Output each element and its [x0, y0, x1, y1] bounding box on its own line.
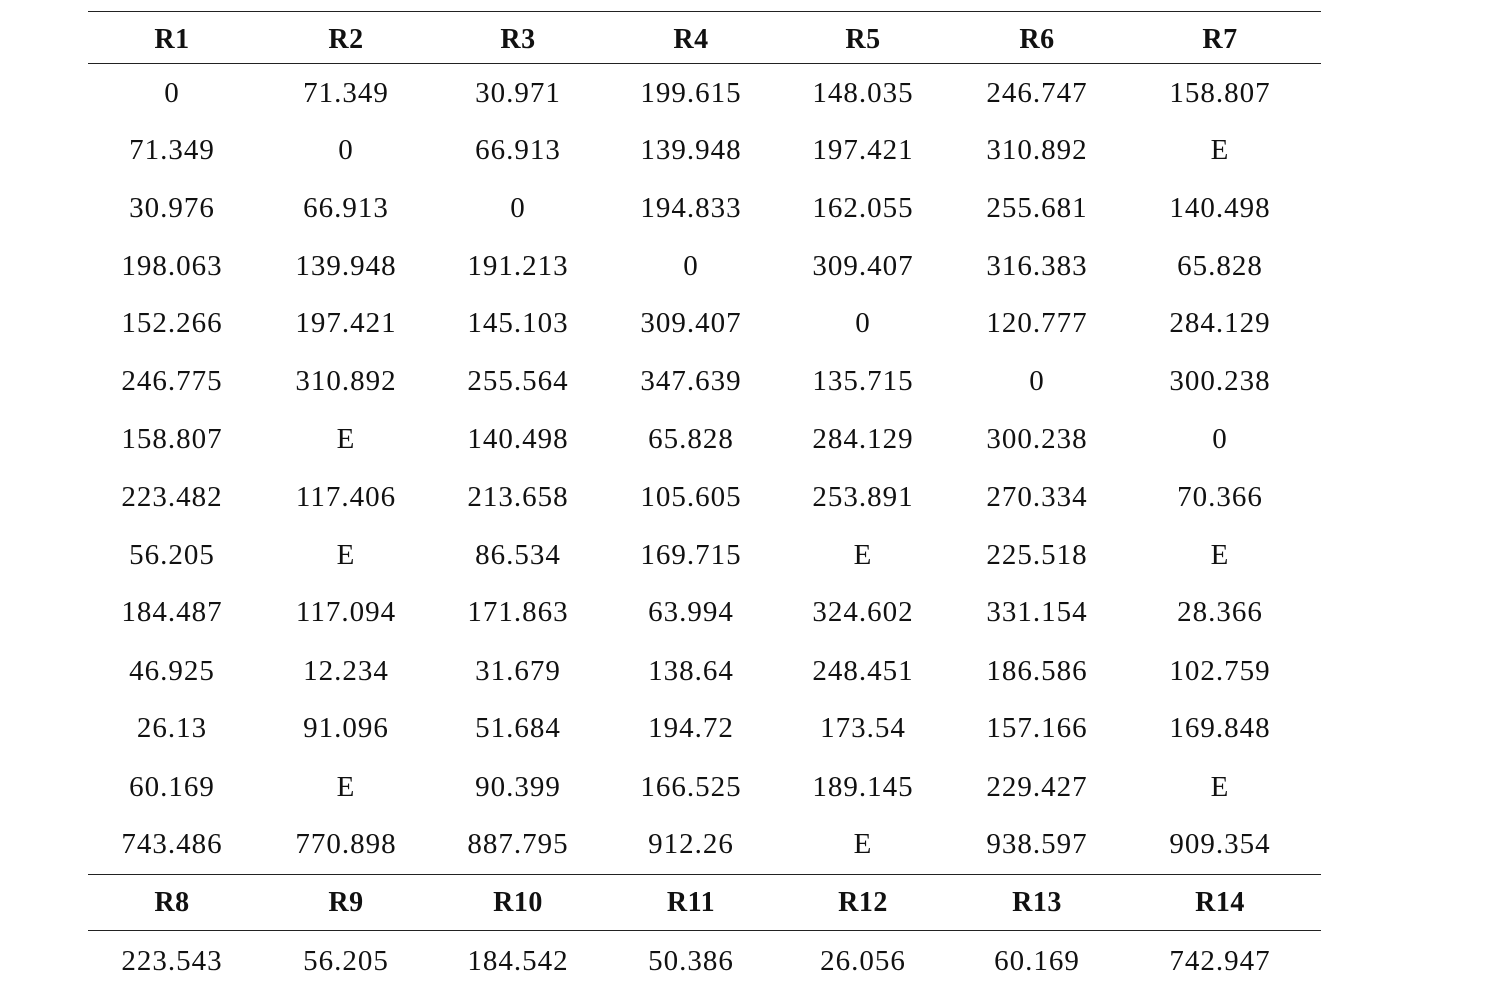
- column-header: R11: [666, 887, 716, 918]
- table-cell: 310.892: [986, 134, 1088, 166]
- table-cell: 199.615: [640, 77, 742, 109]
- table-cell: 26.056: [820, 945, 906, 977]
- table-cell: 71.349: [303, 77, 389, 109]
- table-cell: 194.833: [640, 192, 742, 224]
- table-cell: 229.427: [986, 771, 1088, 803]
- column-header: R3: [500, 24, 536, 55]
- column-header: R10: [493, 887, 543, 918]
- table-cell: 50.386: [648, 945, 734, 977]
- table-cell: 912.26: [648, 828, 734, 860]
- table-cell: 12.234: [303, 655, 389, 687]
- table-cell: 148.035: [812, 77, 914, 109]
- table-row: [88, 651, 1321, 691]
- table-row: [88, 767, 1321, 807]
- table-cell: 300.238: [986, 423, 1088, 455]
- table-cell: 152.266: [121, 307, 223, 339]
- table-cell: E: [853, 539, 873, 571]
- table-cell: 65.828: [648, 423, 734, 455]
- table-cell: 938.597: [986, 828, 1088, 860]
- table-cell: 120.777: [986, 307, 1088, 339]
- table-row: [88, 188, 1321, 228]
- table-row: [88, 303, 1321, 343]
- table-cell: 194.72: [648, 712, 734, 744]
- table-row: [88, 592, 1321, 632]
- column-header: R2: [328, 24, 364, 55]
- column-header: R9: [328, 887, 364, 918]
- table-cell: 909.354: [1169, 828, 1271, 860]
- table-cell: 0: [164, 77, 180, 109]
- table-cell: 117.094: [295, 596, 397, 628]
- table-cell: 140.498: [467, 423, 569, 455]
- table-cell: 169.715: [640, 539, 742, 571]
- table-cell: 117.406: [295, 481, 397, 513]
- table-row: [88, 246, 1321, 286]
- table-cell: 56.205: [129, 539, 215, 571]
- table-cell: 171.863: [467, 596, 569, 628]
- table-cell: 191.213: [467, 250, 569, 282]
- table-row: [88, 941, 1321, 981]
- table-cell: E: [336, 539, 356, 571]
- table-cell: 186.586: [986, 655, 1088, 687]
- column-header: R4: [673, 24, 709, 55]
- table-cell: 65.828: [1177, 250, 1263, 282]
- table-cell: 158.807: [1169, 77, 1271, 109]
- column-header: R1: [154, 24, 190, 55]
- table-header-row-1: [88, 20, 1321, 60]
- table-cell: 139.948: [640, 134, 742, 166]
- section-rule: [88, 874, 1321, 875]
- column-header: R13: [1012, 887, 1062, 918]
- table-cell: 197.421: [295, 307, 397, 339]
- table-cell: 0: [1212, 423, 1228, 455]
- table-cell: 742.947: [1169, 945, 1271, 977]
- table-cell: 158.807: [121, 423, 223, 455]
- table-cell: 173.54: [820, 712, 906, 744]
- table-cell: 309.407: [812, 250, 914, 282]
- table-row: [88, 535, 1321, 575]
- table-cell: 56.205: [303, 945, 389, 977]
- table-cell: 140.498: [1169, 192, 1271, 224]
- column-header: R12: [838, 887, 888, 918]
- table-cell: 255.681: [986, 192, 1088, 224]
- table-cell: 66.913: [475, 134, 561, 166]
- table-row: [88, 361, 1321, 401]
- table-cell: 166.525: [640, 771, 742, 803]
- table-cell: 310.892: [295, 365, 397, 397]
- table-row: [88, 73, 1321, 113]
- table-cell: 70.366: [1177, 481, 1263, 513]
- table-row: [88, 708, 1321, 748]
- table-cell: 157.166: [986, 712, 1088, 744]
- table-cell: 102.759: [1169, 655, 1271, 687]
- table-cell: 270.334: [986, 481, 1088, 513]
- table-cell: 223.482: [121, 481, 223, 513]
- table-cell: 30.971: [475, 77, 561, 109]
- table-header-row-2: [88, 883, 1321, 923]
- table-cell: 246.775: [121, 365, 223, 397]
- table-cell: E: [336, 423, 356, 455]
- column-header: R5: [845, 24, 881, 55]
- table-cell: 246.747: [986, 77, 1088, 109]
- table-cell: 31.679: [475, 655, 561, 687]
- table-row: [88, 130, 1321, 170]
- column-header: R8: [154, 887, 190, 918]
- table-cell: 189.145: [812, 771, 914, 803]
- table-cell: 743.486: [121, 828, 223, 860]
- table-cell: 225.518: [986, 539, 1088, 571]
- table-cell: 60.169: [994, 945, 1080, 977]
- table-cell: 105.605: [640, 481, 742, 513]
- table-cell: 139.948: [295, 250, 397, 282]
- table-cell: 347.639: [640, 365, 742, 397]
- table-cell: 46.925: [129, 655, 215, 687]
- table-cell: 184.542: [467, 945, 569, 977]
- table-cell: 770.898: [295, 828, 397, 860]
- table-cell: E: [853, 828, 873, 860]
- table-cell: 887.795: [467, 828, 569, 860]
- table-cell: E: [1210, 134, 1230, 166]
- table-cell: E: [1210, 771, 1230, 803]
- table-row: [88, 419, 1321, 459]
- table-cell: 213.658: [467, 481, 569, 513]
- table-cell: 0: [683, 250, 699, 282]
- table-cell: E: [336, 771, 356, 803]
- table-cell: 248.451: [812, 655, 914, 687]
- table-cell: 0: [1029, 365, 1045, 397]
- table-cell: 135.715: [812, 365, 914, 397]
- table-cell: 324.602: [812, 596, 914, 628]
- table-cell: 30.976: [129, 192, 215, 224]
- table-cell: 63.994: [648, 596, 734, 628]
- table-cell: 169.848: [1169, 712, 1271, 744]
- table-cell: 253.891: [812, 481, 914, 513]
- header-rule-2: [88, 930, 1321, 931]
- table-row: [88, 824, 1321, 864]
- table-cell: 184.487: [121, 596, 223, 628]
- table-cell: 26.13: [136, 712, 208, 744]
- table-cell: 0: [510, 192, 526, 224]
- table-cell: 71.349: [129, 134, 215, 166]
- table-cell: 0: [338, 134, 354, 166]
- table-cell: 28.366: [1177, 596, 1263, 628]
- column-header: R7: [1202, 24, 1238, 55]
- table-cell: 284.129: [812, 423, 914, 455]
- table-top-rule: [88, 11, 1321, 12]
- table-cell: E: [1210, 539, 1230, 571]
- table-cell: 86.534: [475, 539, 561, 571]
- table-cell: 0: [855, 307, 871, 339]
- table-row: [88, 477, 1321, 517]
- table-cell: 284.129: [1169, 307, 1271, 339]
- table-cell: 138.64: [648, 655, 734, 687]
- header-rule-1: [88, 63, 1321, 64]
- table-cell: 223.543: [121, 945, 223, 977]
- column-header: R6: [1019, 24, 1055, 55]
- table-cell: 309.407: [640, 307, 742, 339]
- table-cell: 51.684: [475, 712, 561, 744]
- table-cell: 255.564: [467, 365, 569, 397]
- table-cell: 198.063: [121, 250, 223, 282]
- table-cell: 331.154: [986, 596, 1088, 628]
- column-header: R14: [1195, 887, 1245, 918]
- table-cell: 316.383: [986, 250, 1088, 282]
- table-cell: 91.096: [303, 712, 389, 744]
- table-cell: 60.169: [129, 771, 215, 803]
- table-cell: 197.421: [812, 134, 914, 166]
- table-cell: 66.913: [303, 192, 389, 224]
- table-cell: 90.399: [475, 771, 561, 803]
- table-cell: 162.055: [812, 192, 914, 224]
- table-cell: 145.103: [467, 307, 569, 339]
- table-cell: 300.238: [1169, 365, 1271, 397]
